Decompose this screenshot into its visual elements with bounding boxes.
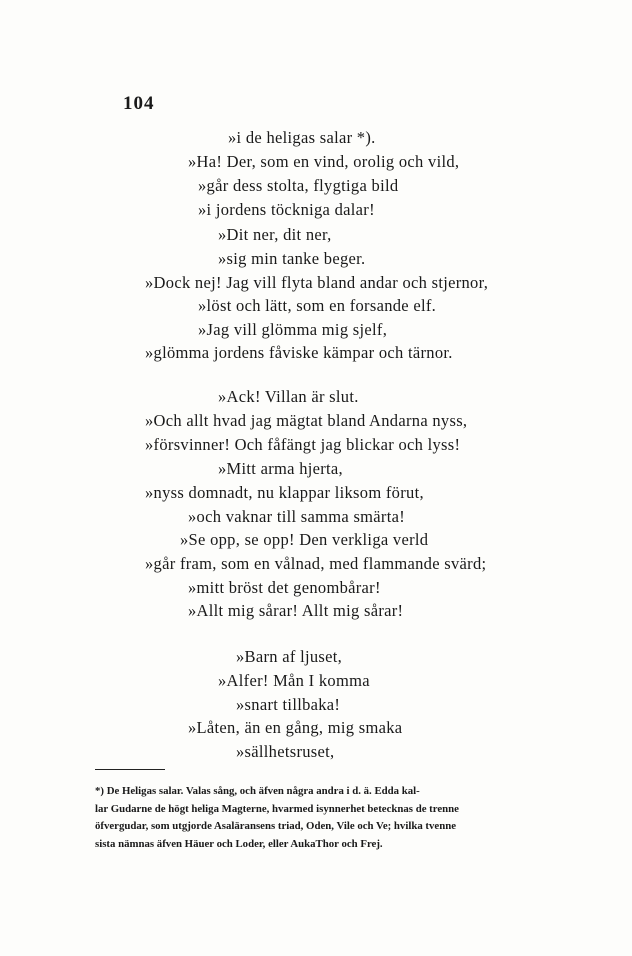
footnote-divider: [95, 769, 165, 770]
poem-line: »sig min tanke beger.: [218, 249, 366, 268]
poem-line: »i de heligas salar *).: [228, 128, 376, 147]
poem-line: »går fram, som en vålnad, med flammande svärd;: [145, 554, 487, 573]
poem-line: »glömma jordens fåviske kämpar och tärnor.: [145, 343, 453, 362]
poem-line: »Dit ner, dit ner,: [218, 225, 332, 244]
poem-line: »Alfer! Mån I komma: [218, 671, 370, 690]
poem-line: »Dock nej! Jag vill flyta bland andar och stjernor,: [145, 273, 489, 292]
poem-line: »mitt bröst det genombårar!: [188, 578, 381, 597]
poem-line: »nyss domnadt, nu klappar liksom förut,: [145, 483, 424, 502]
poem-line: »snart tillbaka!: [236, 695, 341, 714]
poem-line: »i jordens töckniga dalar!: [198, 200, 375, 219]
poem-line: »försvinner! Och fåfängt jag blickar och lyss!: [145, 435, 461, 454]
poem-line: »Allt mig sårar! Allt mig sårar!: [188, 601, 404, 620]
poem-line: »Se opp, se opp! Den verkliga verld: [180, 530, 429, 549]
footnote: [95, 783, 547, 853]
poem-line: »Jag vill glömma mig sjelf,: [198, 320, 388, 339]
poem-line: »Låten, än en gång, mig smaka: [188, 718, 403, 737]
footnote-line: lar Gudarne de högt heliga Magterne, hvarmed isynnerhet betecknas de trenne: [95, 802, 459, 815]
page-number: 104: [123, 93, 155, 114]
poem-line: »sällhetsruset,: [236, 742, 335, 761]
footnote-line: öfvergudar, som utgjorde Asaläransens triad, Oden, Vile och Ve; hvilka tvenne: [95, 820, 457, 832]
poem-line: »går dess stolta, flygtiga bild: [198, 176, 399, 195]
footnote-line: *) De Heligas salar. Valas sång, och äfven några andra i d. ä. Edda kal-: [95, 785, 420, 797]
poem-line: »löst och lätt, som en forsande elf.: [198, 296, 437, 315]
poem-line: »Barn af ljuset,: [236, 647, 343, 666]
poem-line: »Ha! Der, som en vind, orolig och vild,: [188, 152, 460, 171]
poem-line: »Ack! Villan är slut.: [218, 387, 359, 406]
footnote-line: sista nämnas äfven Häuer och Loder, eller AukaThor och Frej.: [95, 837, 383, 850]
poem-line: »och vaknar till samma smärta!: [188, 507, 406, 526]
poem-line: »Och allt hvad jag mägtat bland Andarna nyss,: [145, 411, 468, 430]
poem-line: »Mitt arma hjerta,: [218, 459, 343, 478]
